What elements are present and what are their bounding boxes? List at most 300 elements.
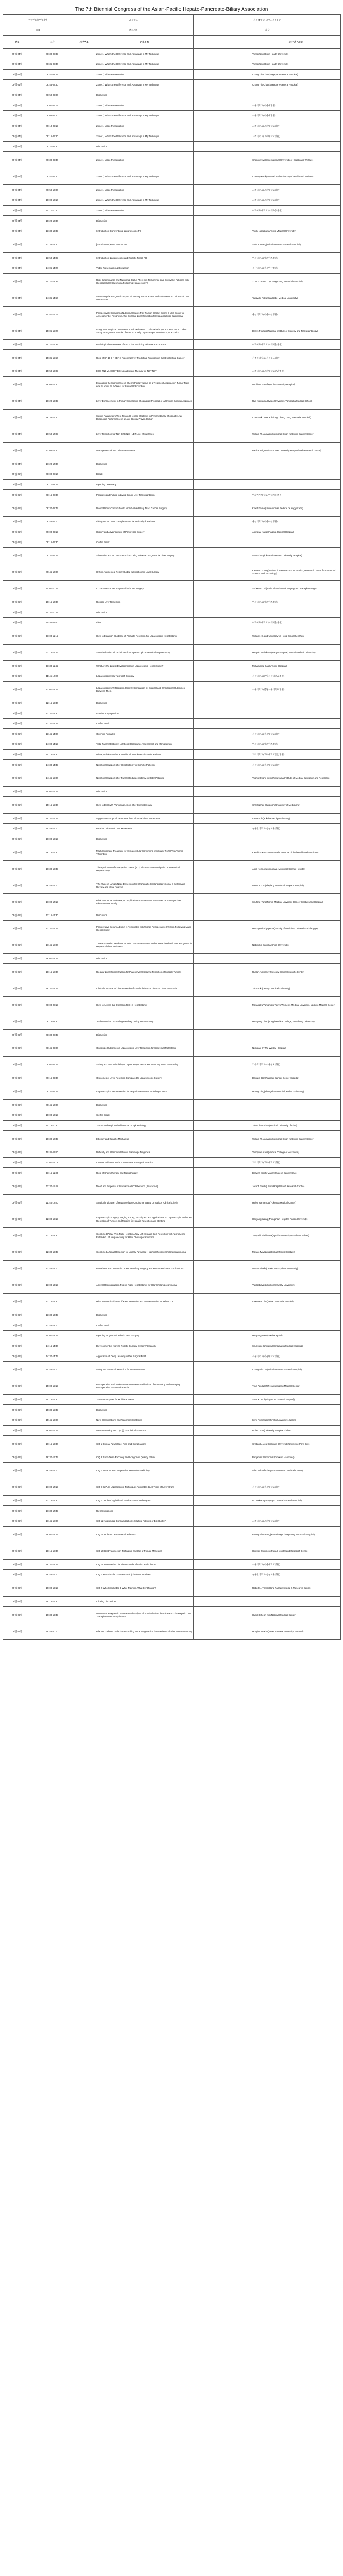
cell-time: 12:00-12:15: [31, 682, 73, 698]
cell-topic: Arterial Reconstruction Post-in-Right Hepatectomy for Hilar Cholangiocarcinoma: [95, 1277, 194, 1294]
cell-speaker: William R. Jarnagin(Memorial Sloan Kettering Cancer Center): [251, 1131, 341, 1147]
cell-date: 09월 06일: [3, 1362, 31, 1378]
cell-date: 09월 05일: [3, 490, 31, 500]
cell-time: 15:00-15:15: [31, 787, 73, 797]
cell-date: 09월 05일: [3, 877, 31, 894]
cell-note: [194, 59, 251, 70]
cell-time: 08:30-08:35: [31, 49, 73, 59]
cell-time: 16:05-16:20: [31, 377, 73, 393]
cell-note: [194, 861, 251, 877]
cell-session-no: [73, 729, 95, 739]
cell-session-no: [73, 366, 95, 377]
cell-topic: Discussion: [95, 954, 194, 964]
cell-time: 14:15-14:30: [31, 1341, 73, 1351]
table-row: [3, 1351, 341, 1362]
cell-speaker: 고려대학교(고려대학교병원): [251, 131, 341, 142]
cell-date: 09월 05일: [3, 964, 31, 980]
cell-session-no: [73, 739, 95, 750]
cell-note: [194, 185, 251, 195]
cell-session-no: [73, 760, 95, 770]
cell-speaker: Mohammed Saleh(Tongji Hospital): [251, 661, 341, 671]
cell-topic: Hilar Transection/Step-Off & HA Resection and Reconstruction for Hilar CCA: [95, 1294, 194, 1310]
cell-speaker: [251, 787, 341, 797]
cell-topic: Discussion: [95, 1405, 194, 1415]
cell-time: 15:45-16:00: [31, 824, 73, 834]
cell-date: 09월 06일: [3, 1405, 31, 1415]
cell-speaker: Hao-yang Chen(Tongji Medical College, Huazhong University): [251, 1013, 341, 1030]
table-row: [3, 90, 341, 100]
cell-note: [194, 1607, 251, 1623]
cell-time: 11:00-11:15: [31, 628, 73, 645]
table-row: [3, 844, 341, 861]
cell-date: 09월 06일: [3, 1030, 31, 1040]
cell-speaker: Atsushi Sugioka(Fujita Health University Hospital): [251, 548, 341, 564]
cell-session-no: [73, 834, 95, 844]
cell-session-no: [73, 1073, 95, 1083]
cell-session-no: [73, 1452, 95, 1463]
cell-session-no: [73, 1516, 95, 1527]
cell-speaker: Kokot Kemal(Universidade Federal de Yogyakarta): [251, 500, 341, 517]
cell-note: [194, 739, 251, 750]
cell-speaker: Lawrence Cho(Tainan Memorial Hospital): [251, 1294, 341, 1310]
cell-speaker: Nobuhiko Sugioka(Chiba University): [251, 937, 341, 954]
cell-topic: [Introduction] Pure Robotic PD: [95, 236, 194, 253]
table-row: [3, 1030, 341, 1040]
table-row: [3, 263, 341, 274]
cell-session-no: [73, 770, 95, 787]
cell-date: 09월 04일: [3, 185, 31, 195]
cell-date: 09월 05일: [3, 921, 31, 937]
cell-speaker: 가톨릭대학교(서울성모병원): [251, 1057, 341, 1073]
cell-date: 09월 04일: [3, 340, 31, 350]
cell-session-no: [73, 216, 95, 226]
cell-session-no: [73, 564, 95, 581]
cell-topic: Techniques for Controlling Bleeding During Hepatectomy: [95, 1013, 194, 1030]
cell-session-no: [73, 350, 95, 366]
cell-speaker: Shunsuke Ishikawa(Hamamatsu Medical Hospital): [251, 1341, 341, 1351]
cell-session-no: [73, 954, 95, 964]
cell-time: 15:45-16:00: [31, 1415, 73, 1426]
cell-topic: CQ 7: Does MDRI Compromise Resection Morbidity?: [95, 1463, 194, 1479]
cell-speaker: Taku Aoki(Dokkyo Medical University): [251, 980, 341, 997]
cell-speaker: Itaru Endo(Yokohama City University): [251, 814, 341, 824]
cell-topic: Discussion: [95, 834, 194, 844]
cell-note: [194, 719, 251, 729]
session-label: 한국어/일본어/영어: [3, 15, 73, 25]
cell-session-no: [73, 469, 95, 480]
cell-note: [194, 1110, 251, 1121]
cell-note: [194, 1013, 251, 1030]
cell-note: [194, 1244, 251, 1261]
cell-session-no: [73, 750, 95, 760]
cell-session-no: [73, 698, 95, 708]
cell-speaker: 서울대학교(서울대병원): [251, 111, 341, 121]
cell-session-no: [73, 59, 95, 70]
cell-session-no: [73, 168, 95, 185]
cell-date: 09월 04일: [3, 111, 31, 121]
cell-note: [194, 607, 251, 618]
cell-topic: Role of Chemotherapy and Radiotherapy: [95, 1168, 194, 1178]
cell-note: [194, 877, 251, 894]
cell-speaker: 성균관대학교(삼성서울병원): [251, 1570, 341, 1580]
cell-topic: Standardization of Techniques for Laparoscopic Anatomical Hepatectomy: [95, 645, 194, 661]
cell-session-no: [73, 997, 95, 1013]
cell-topic: Hybrid Augmented Reality Guided Navigation for Liver Surgery: [95, 564, 194, 581]
cell-session-no: [73, 1100, 95, 1110]
cell-session-no: [73, 1261, 95, 1277]
cell-session-no: [73, 1351, 95, 1362]
table-row: [3, 1331, 341, 1341]
cell-topic: Trends and Regional Differences of Epidemiology: [95, 1121, 194, 1131]
table-row: [3, 760, 341, 770]
cell-time: 10:00-10:15: [31, 1110, 73, 1121]
cell-note: [194, 226, 251, 236]
header-session-no: 세션번호: [73, 36, 95, 49]
cell-speaker: Cristian L. Jou(Sorbonne University Université Paris Cité): [251, 1436, 341, 1452]
cell-time: 09:30-09:45: [31, 548, 73, 564]
cell-date: 09월 05일: [3, 527, 31, 537]
cell-date: 09월 05일: [3, 469, 31, 480]
cell-topic: Neo-Intervening and C(CI)(CS) Clinical Spectrum: [95, 1426, 194, 1436]
table-row: [3, 877, 341, 894]
cell-time: 12:00-12:15: [31, 1211, 73, 1228]
cell-time: 10:45-11:00: [31, 618, 73, 628]
cell-speaker: 성균관대학교(삼성서울병원): [251, 824, 341, 834]
cell-topic: Laparoscopic IVR Radiation Open?: Comparison of Surgical and Oncological Outcomes Between Them: [95, 682, 194, 698]
table-row: [3, 1310, 341, 1320]
cell-speaker: Yoshiyuki Ataka(Medical College of Wisconsin): [251, 1147, 341, 1158]
cell-topic: Coffee Break: [95, 1110, 194, 1121]
cell-note: [194, 1073, 251, 1083]
cell-date: 09월 06일: [3, 1178, 31, 1195]
cell-speaker: Chong Yik Chan(Singapore General Hospital): [251, 80, 341, 90]
cell-speaker: Yonsei Univ(Colin Health University): [251, 49, 341, 59]
table-row: [3, 1013, 341, 1030]
cell-time: 16:00-16:15: [31, 834, 73, 844]
cell-date: 09월 06일: [3, 1341, 31, 1351]
cell-note: [194, 1436, 251, 1452]
cell-note: [194, 937, 251, 954]
cell-speaker: Shan K. Goh(Singapore General Hospital): [251, 1395, 341, 1405]
cell-time: 09:30-09:40: [31, 152, 73, 168]
header-category: 분류: [3, 36, 31, 49]
table-row: [3, 377, 341, 393]
table-row: [3, 921, 341, 937]
table-row: [3, 682, 341, 698]
cell-note: [194, 1496, 251, 1506]
cell-note: [194, 661, 251, 671]
cell-note: [194, 537, 251, 548]
cell-note: [194, 142, 251, 152]
cell-time: 12:30-13:30: [31, 708, 73, 719]
cell-date: 09월 06일: [3, 1351, 31, 1362]
cell-note: [194, 1320, 251, 1331]
cell-speaker: Rober Cruz(University Hospital Chiba): [251, 1426, 341, 1436]
cell-note: [194, 997, 251, 1013]
table-row: [3, 443, 341, 459]
cell-topic: How to Deal with Vanishing Lesion after Chemotherapy: [95, 797, 194, 814]
cell-speaker: 서울대학교(서울대학교병원): [251, 1479, 341, 1496]
cell-note: [194, 1623, 251, 1640]
table-row: [3, 1261, 341, 1277]
cell-time: 11:15-11:30: [31, 645, 73, 661]
cell-time: 17:30-17:45: [31, 921, 73, 937]
cell-session-no: [73, 1580, 95, 1597]
header-time: 시간: [31, 36, 73, 49]
cell-date: 09월 04일: [3, 195, 31, 206]
cell-note: [194, 618, 251, 628]
cell-note: [194, 1178, 251, 1195]
cell-speaker: Go Wakabayashi(Ageo Central General Hospital): [251, 1496, 341, 1506]
table-row: [3, 517, 341, 527]
table-row: [3, 500, 341, 517]
cell-time: 08:30-08:45: [31, 500, 73, 517]
cell-note: [194, 366, 251, 377]
cell-note: [194, 459, 251, 469]
cell-date: 09월 04일: [3, 290, 31, 307]
cell-note: [194, 195, 251, 206]
cell-session-no: [73, 1436, 95, 1452]
cell-date: 09월 05일: [3, 787, 31, 797]
cell-time: 13:30-13:45: [31, 719, 73, 729]
cell-time: 15:30-15:45: [31, 814, 73, 824]
cell-topic: Zone 1) What's the Difference and Advantage in My Technique: [95, 195, 194, 206]
cell-date: 09월 05일: [3, 954, 31, 964]
cell-topic: Opening Ceremony: [95, 480, 194, 490]
cell-speaker: [251, 537, 341, 548]
cell-date: 09월 06일: [3, 1158, 31, 1168]
cell-topic: Zone 1) Video Presentation: [95, 121, 194, 131]
cell-speaker: [251, 1310, 341, 1320]
cell-topic: Donor/Pacific Contribution to World-Wide Biliary Tract Cancer Surgery: [95, 500, 194, 517]
cell-speaker: [251, 719, 341, 729]
cell-topic: CQ 2: Who Should Do It: What Training, What Certification?: [95, 1580, 194, 1597]
cell-speaker: 서울대학교(서울대학교병원): [251, 760, 341, 770]
cell-time: 18:30-18:45: [31, 980, 73, 997]
cell-topic: Zone 1) What's the Difference and Advantage in My Technique: [95, 80, 194, 90]
cell-date: 09월 06일: [3, 1310, 31, 1320]
cell-time: 10:20-10:30: [31, 216, 73, 226]
cell-session-no: [73, 1211, 95, 1228]
cell-topic: Opening Program of Robotic HBP Surgery: [95, 1331, 194, 1341]
cell-note: [194, 350, 251, 366]
cell-note: [194, 1395, 251, 1405]
cell-note: [194, 548, 251, 564]
cell-speaker: [251, 1597, 341, 1607]
cell-time: 08:15-08:30: [31, 1013, 73, 1030]
table-row: [3, 980, 341, 997]
table-row: [3, 1195, 341, 1211]
cell-topic: Discussion: [95, 142, 194, 152]
cell-date: 09월 04일: [3, 443, 31, 459]
cell-time: 11:15-11:30: [31, 1168, 73, 1178]
cell-session-no: [73, 1195, 95, 1211]
page-title: The 7th Biennial Congress of the Asian-Pacific Hepato-Pancreato-Biliary Association: [75, 7, 268, 12]
cell-date: 09월 06일: [3, 1320, 31, 1331]
cell-topic: Portal Vein Reconstruction in Hepatobiliary Surgery and How to Reduce Complications: [95, 1261, 194, 1277]
table-row: [3, 206, 341, 216]
cell-speaker: 고려대학교(고려대학교병원): [251, 1516, 341, 1527]
table-row: [3, 1607, 341, 1623]
table-row: [3, 459, 341, 469]
cell-time: 10:15-10:30: [31, 597, 73, 607]
table-row: [3, 739, 341, 750]
cell-speaker: Wen-Lei Lun(Zhejiang Provincial People's Hospital): [251, 877, 341, 894]
cell-date: 09월 06일: [3, 1496, 31, 1506]
cell-note: [194, 1121, 251, 1131]
cell-note: [194, 274, 251, 290]
table-row: [3, 1147, 341, 1158]
cell-note: [194, 708, 251, 719]
cell-session-no: [73, 719, 95, 729]
cell-speaker: Daisuke Ban(National Cancer Center Hospital): [251, 1073, 341, 1083]
cell-time: 08:00-08:15: [31, 997, 73, 1013]
cell-note: [194, 206, 251, 216]
cell-time: 18:30-18:45: [31, 1560, 73, 1570]
cell-speaker: [251, 1030, 341, 1040]
cell-time: 16:20-16:35: [31, 393, 73, 410]
cell-date: 09월 05일: [3, 661, 31, 671]
cell-date: 09월 06일: [3, 1040, 31, 1057]
cell-note: [194, 1506, 251, 1516]
cell-session-no: [73, 1131, 95, 1147]
cell-date: 09월 05일: [3, 729, 31, 739]
cell-time: 15:20-15:35: [31, 340, 73, 350]
table-row: [3, 628, 341, 645]
cell-speaker: 고려대학교(고려대학교병원): [251, 195, 341, 206]
cell-session-no: [73, 937, 95, 954]
cell-time: 15:35-15:50: [31, 350, 73, 366]
cell-note: [194, 131, 251, 142]
cell-time: 11:45-12:00: [31, 671, 73, 682]
cell-note: [194, 1527, 251, 1543]
cell-topic: Surgical Indication of Hepatocellular Carcinoma Based on Various Clinical Criteria: [95, 1195, 194, 1211]
cell-session-no: [73, 1057, 95, 1073]
cell-speaker: Hyeok Cheon Kim(National Medical Center): [251, 1607, 341, 1623]
cell-note: [194, 70, 251, 80]
table-row: [3, 1426, 341, 1436]
cell-date: 09월 04일: [3, 90, 31, 100]
cell-session-no: [73, 527, 95, 537]
cell-speaker: Nicholas O'(The Wesley Hospital): [251, 1040, 341, 1057]
cell-date: 09월 06일: [3, 1452, 31, 1463]
cell-note: [194, 443, 251, 459]
cell-session-no: [73, 1463, 95, 1479]
table-row: [3, 142, 341, 152]
cell-date: 09월 05일: [3, 797, 31, 814]
cell-session-no: [73, 1506, 95, 1516]
table-row: [3, 1121, 341, 1131]
table-row: [3, 618, 341, 628]
cell-time: 09:30-09:45: [31, 1083, 73, 1100]
table-row: [3, 1516, 341, 1527]
cell-note: [194, 1030, 251, 1040]
cell-session-no: [73, 142, 95, 152]
table-row: [3, 340, 341, 350]
cell-session-no: [73, 1277, 95, 1294]
cell-time: 15:30-15:45: [31, 1405, 73, 1415]
cell-session-no: [73, 517, 95, 527]
cell-note: [194, 1543, 251, 1560]
cell-speaker: 고려대학교(고려대학교안암병원): [251, 750, 341, 760]
cell-date: 09월 06일: [3, 1378, 31, 1395]
cell-session-no: [73, 1168, 95, 1178]
cell-session-no: [73, 263, 95, 274]
cell-note: [194, 729, 251, 739]
cell-time: 14:30-14:45: [31, 760, 73, 770]
cell-time: 16:45-17:00: [31, 1463, 73, 1479]
cell-time: 16:45-17:00: [31, 877, 73, 894]
cell-date: 09월 05일: [3, 645, 31, 661]
cell-time: 09:00-09:15: [31, 527, 73, 537]
table-row: [3, 937, 341, 954]
cell-session-no: [73, 323, 95, 340]
cell-speaker: Joseph Jaichl(Laxmi Hospital and Research Centre): [251, 1178, 341, 1195]
cell-date: 09월 04일: [3, 263, 31, 274]
cell-time: 12:30-12:45: [31, 1244, 73, 1261]
table-row: [3, 1436, 341, 1452]
cell-note: [194, 426, 251, 443]
table-row: [3, 1415, 341, 1426]
cell-note: [194, 111, 251, 121]
cell-session-no: [73, 152, 95, 168]
cell-topic: How to Establish Guideline of Parasite Resection for Laparoscopic Hepatectomy: [95, 628, 194, 645]
cell-session-no: [73, 340, 95, 350]
cell-topic: Outcomes of Liver Resection Compared to Laparoscopic Surgery: [95, 1073, 194, 1083]
cell-speaker: Takayuki Fukunaga(Kobe Medical University): [251, 290, 341, 307]
cell-session-no: [73, 49, 95, 59]
table-row: [3, 185, 341, 195]
cell-topic: Simulation and 3D Reconstruction Using Software Programs for Liver Surgery: [95, 548, 194, 564]
cell-topic: Discussion: [95, 698, 194, 708]
cell-date: 09월 05일: [3, 739, 31, 750]
cell-topic: Zone 1) What's the Difference and Advantage in My Technique: [95, 49, 194, 59]
cell-topic: Dietary Advice and Oral Nutritional Supplement in Older Patients: [95, 750, 194, 760]
cell-date: 09월 06일: [3, 1560, 31, 1570]
cell-topic: Coffee Break: [95, 719, 194, 729]
cell-session-no: [73, 274, 95, 290]
cell-session-no: [73, 682, 95, 698]
cell-note: [194, 393, 251, 410]
table-row: [3, 1168, 341, 1178]
cell-speaker: [251, 216, 341, 226]
cell-date: 09월 04일: [3, 377, 31, 393]
cell-note: [194, 90, 251, 100]
cell-speaker: 서울대학교(서울대학교병원): [251, 1560, 341, 1570]
cell-note: [194, 682, 251, 698]
cell-note: [194, 834, 251, 844]
table-row: [3, 100, 341, 111]
cell-topic: Risk Factors for Pulmonary Complications After Hepatic Resection - A Retrospective Observational Study: [95, 894, 194, 910]
cell-note: [194, 1083, 251, 1100]
cell-topic: Living Donor Liver Transplantation for Seriously Ill Patients: [95, 517, 194, 527]
cell-note: [194, 80, 251, 90]
cell-date: 09월 04일: [3, 253, 31, 263]
cell-session-no: [73, 1415, 95, 1426]
cell-date: 09월 04일: [3, 226, 31, 236]
cell-session-no: [73, 1597, 95, 1607]
cell-speaker: Chong Yik Chan(Singapore General Hospital): [251, 70, 341, 80]
cell-date: 09월 06일: [3, 1527, 31, 1543]
table-row: [3, 1040, 341, 1057]
cell-speaker: [251, 954, 341, 964]
cell-speaker: 서울대학교(분당서울대학교병원): [251, 682, 341, 698]
cell-session-no: [73, 426, 95, 443]
cell-note: [194, 1452, 251, 1463]
table-row: [3, 131, 341, 142]
cell-date: 09월 05일: [3, 698, 31, 708]
cell-topic: EUS-FNB vs. EBBT Bile Neoadjuvant Therapy for NET NET: [95, 366, 194, 377]
